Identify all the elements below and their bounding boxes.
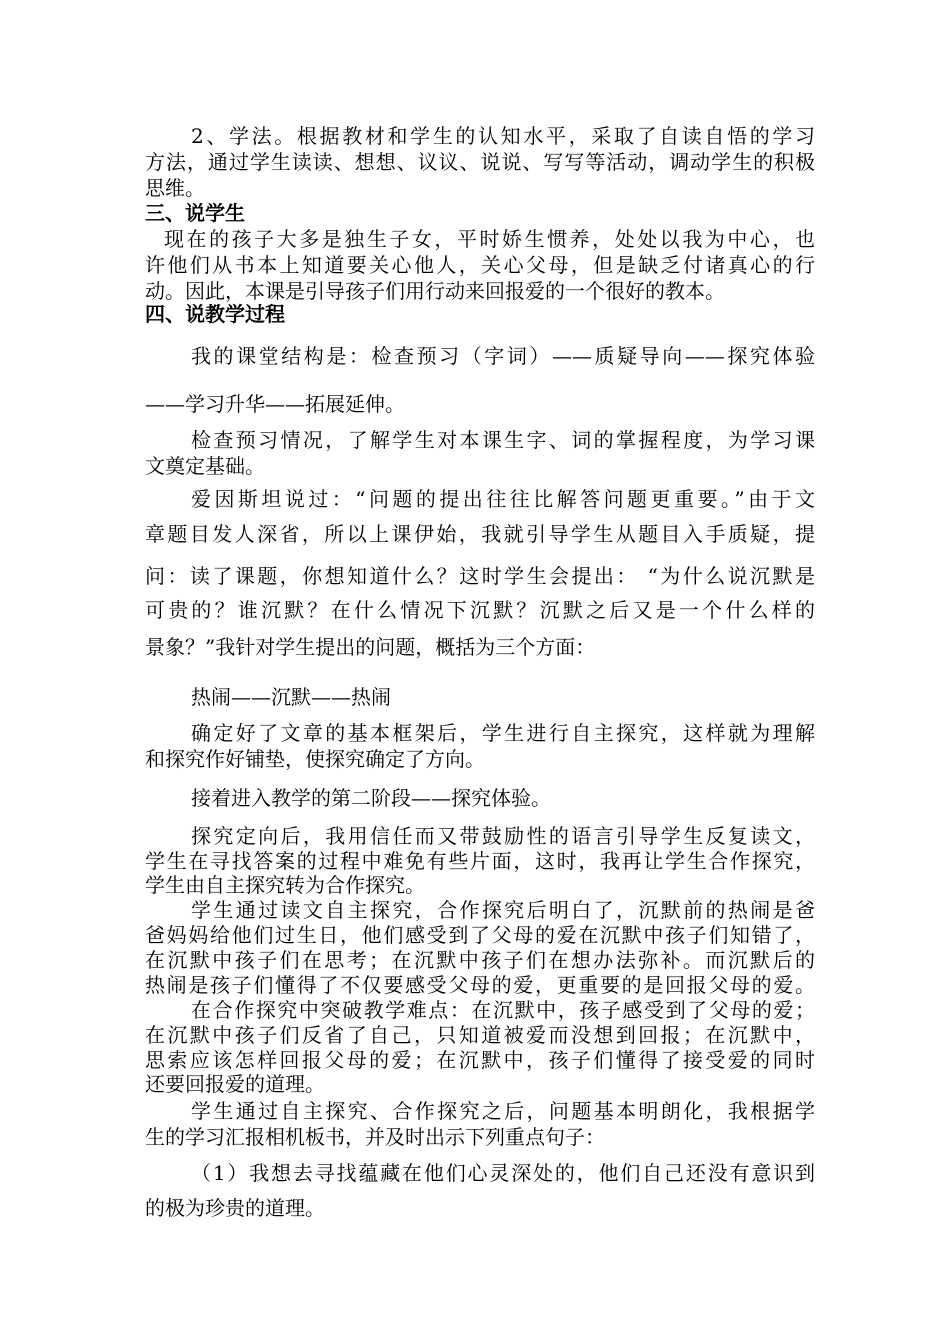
text-line: 思索应该怎样回报父母的爱；在沉默中，孩子们懂得了接受爱的同时 [145,1048,815,1072]
text-line: 我的课堂结构是：检查预习（字词）——质疑导向——探究体验 [191,344,815,368]
text-line: 探究定向后，我用信任而又带鼓励性的语言引导学生反复读文， [191,824,815,848]
text-line: 许他们从书本上知道要关心他人，关心父母，但是缺乏付诸真心的行 [145,253,815,277]
text-line: （1）我想去寻找蕴藏在他们心灵深处的，他们自己还没有意识到 [191,1161,815,1185]
text-line: 学生在寻找答案的过程中难免有些片面，这时，我再让学生合作探究， [145,849,815,873]
text-line: 接着进入教学的第二阶段——探究体验。 [191,786,551,810]
section-heading: 三、说学生 [145,201,245,225]
text-line: 爱因斯坦说过：“问题的提出往往比解答问题更重要。”由于文 [191,487,815,511]
text-line: 在沉默中孩子们在思考；在沉默中孩子们在想办法弥补。而沉默后的 [145,948,815,972]
text-line: 动。因此，本课是引导孩子们用行动来回报爱的一个很好的教本。 [145,279,725,303]
text-line: 现在的孩子大多是独生子女，平时娇生惯养，处处以我为中心，也 [164,227,815,251]
text-line: ——学习升华——拓展延伸。 [145,392,405,416]
text-line: 景象？”我针对学生提出的问题，概括为三个方面： [145,635,596,659]
text-line: 学生通过自主探究、合作探究之后，问题基本明朗化，我根据学 [191,1099,815,1123]
text-line: 热闹——沉默——热闹 [191,685,391,709]
text-line: 检查预习情况，了解学生对本课生字、词的掌握程度，为学习课 [191,428,815,452]
text-line: 方法，通过学生读读、想想、议议、说说、写写等活动，调动学生的积极 [145,150,815,174]
text-line: 文奠定基础。 [145,454,265,478]
text-line: 和探究作好铺垫，使探究确定了方向。 [145,747,485,771]
text-line: 问：读了课题，你想知道什么？这时学生会提出： “为什么说沉默是 [145,564,815,588]
text-line: 学生由自主探究转为合作探究。 [145,873,425,897]
text-line: 确定好了文章的基本框架后，学生进行自主探究，这样就为理解 [191,721,815,745]
text-line: 爸妈妈给他们过生日，他们感受到了父母的爱在沉默中孩子们知错了， [145,923,815,947]
text-line: 章题目发人深省，所以上课伊始，我就引导学生从题目入手质疑，提 [145,522,815,546]
text-line: 2、学法。根据教材和学生的认知水平，采取了自读自悟的学习 [191,124,815,148]
text-line: 热闹是孩子们懂得了不仅要感受父母的爱，更重要的是回报父母的爱。 [145,973,815,997]
text-line: 学生通过读文自主探究，合作探究后明白了，沉默前的热闹是爸 [191,898,815,922]
text-line: 可贵的？谁沉默？在什么情况下沉默？沉默之后又是一个什么样的 [145,598,815,622]
text-line: 思维。 [145,176,205,200]
text-line: 生的学习汇报相机板书，并及时出示下列重点句子： [145,1125,605,1149]
text-line: 在沉默中孩子们反省了自己，只知道被爱而没想到回报；在沉默中， [145,1023,815,1047]
text-line: 的极为珍贵的道理。 [145,1196,325,1220]
text-line: 在合作探究中突破教学难点：在沉默中，孩子感受到了父母的爱； [191,998,815,1022]
section-heading: 四、说教学过程 [145,302,285,326]
text-line: 还要回报爱的道理。 [145,1072,325,1096]
